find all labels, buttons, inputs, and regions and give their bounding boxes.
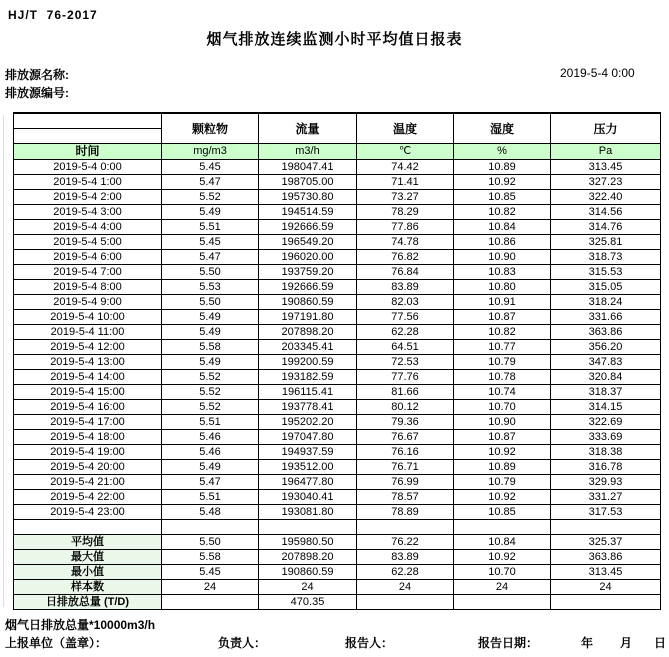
value-cell: 193081.80 <box>259 505 357 520</box>
summary-label-cell: 样本数 <box>14 580 162 595</box>
value-cell: 203345.41 <box>259 340 357 355</box>
year-label: 年 <box>581 636 594 650</box>
value-cell: 76.82 <box>357 250 454 265</box>
value-cell: 317.53 <box>551 505 661 520</box>
time-cell: 2019-5-4 17:00 <box>14 415 162 430</box>
value-cell: 10.83 <box>454 265 551 280</box>
value-cell: 193778.41 <box>259 400 357 415</box>
value-cell: 325.81 <box>551 235 661 250</box>
value-cell: 76.22 <box>357 535 454 550</box>
unit-cell: mg/m3 <box>162 144 259 160</box>
value-cell: 363.86 <box>551 325 661 340</box>
value-cell: 190860.59 <box>259 565 357 580</box>
value-cell: 333.69 <box>551 430 661 445</box>
value-cell: 5.45 <box>162 565 259 580</box>
table-row <box>14 175 661 190</box>
value-cell: 5.45 <box>162 235 259 250</box>
value-cell: 76.84 <box>357 265 454 280</box>
value-cell: 5.51 <box>162 415 259 430</box>
value-cell: 78.29 <box>357 205 454 220</box>
value-cell: 77.76 <box>357 370 454 385</box>
value-cell: 10.92 <box>454 445 551 460</box>
unit-row <box>14 144 661 160</box>
value-cell <box>551 595 661 610</box>
value-cell: 5.53 <box>162 280 259 295</box>
time-column-header: 时间 <box>14 144 162 160</box>
value-cell: 72.53 <box>357 355 454 370</box>
report-table <box>13 112 661 610</box>
value-cell: 194937.59 <box>259 445 357 460</box>
column-header: 温度 <box>357 113 454 144</box>
value-cell: 73.27 <box>357 190 454 205</box>
daily-total-note: 烟气日排放总量*10000m3/h <box>5 618 156 632</box>
value-cell: 71.41 <box>357 175 454 190</box>
value-cell: 196477.80 <box>259 475 357 490</box>
table-row <box>14 295 661 310</box>
value-cell: 64.51 <box>357 340 454 355</box>
value-cell: 10.77 <box>454 340 551 355</box>
value-cell: 79.36 <box>357 415 454 430</box>
table-row <box>14 490 661 505</box>
value-cell: 207898.20 <box>259 325 357 340</box>
value-cell: 470.35 <box>259 595 357 610</box>
value-cell: 80.12 <box>357 400 454 415</box>
value-cell: 10.91 <box>454 295 551 310</box>
value-cell: 193040.41 <box>259 490 357 505</box>
value-cell: 322.40 <box>551 190 661 205</box>
time-cell: 2019-5-4 12:00 <box>14 340 162 355</box>
value-cell: 325.37 <box>551 535 661 550</box>
value-cell: 322.69 <box>551 415 661 430</box>
report-unit-label: 上报单位（盖章）： <box>5 636 108 650</box>
value-cell: 356.20 <box>551 340 661 355</box>
value-cell: 24 <box>357 580 454 595</box>
value-cell: 192666.59 <box>259 220 357 235</box>
value-cell: 318.38 <box>551 445 661 460</box>
value-cell: 196020.00 <box>259 250 357 265</box>
value-cell: 198705.00 <box>259 175 357 190</box>
value-cell: 77.86 <box>357 220 454 235</box>
value-cell: 195980.50 <box>259 535 357 550</box>
value-cell: 74.42 <box>357 160 454 175</box>
table-row <box>14 445 661 460</box>
value-cell: 5.45 <box>162 160 259 175</box>
value-cell: 5.49 <box>162 460 259 475</box>
value-cell: 10.86 <box>454 235 551 250</box>
time-cell: 2019-5-4 11:00 <box>14 325 162 340</box>
value-cell: 81.66 <box>357 385 454 400</box>
value-cell: 24 <box>162 580 259 595</box>
time-cell: 2019-5-4 19:00 <box>14 445 162 460</box>
value-cell: 10.92 <box>454 175 551 190</box>
value-cell: 5.47 <box>162 250 259 265</box>
value-cell: 193182.59 <box>259 370 357 385</box>
table-row <box>14 190 661 205</box>
value-cell: 76.99 <box>357 475 454 490</box>
value-cell: 62.28 <box>357 565 454 580</box>
value-cell: 82.03 <box>357 295 454 310</box>
header-empty-cell <box>14 113 162 129</box>
table-row <box>14 220 661 235</box>
value-cell: 10.82 <box>454 325 551 340</box>
responsible-person-label: 负责人： <box>218 636 267 650</box>
value-cell: 5.49 <box>162 205 259 220</box>
value-cell: 77.56 <box>357 310 454 325</box>
table-row <box>14 205 661 220</box>
summary-label-cell: 平均值 <box>14 535 162 550</box>
value-cell: 62.28 <box>357 325 454 340</box>
table-row <box>14 280 661 295</box>
source-name-label: 排放源名称: <box>5 68 69 82</box>
value-cell: 10.87 <box>454 430 551 445</box>
value-cell: 193512.00 <box>259 460 357 475</box>
value-cell: 327.23 <box>551 175 661 190</box>
table-row <box>14 460 661 475</box>
value-cell: 363.86 <box>551 550 661 565</box>
value-cell: 198047.41 <box>259 160 357 175</box>
value-cell: 5.47 <box>162 475 259 490</box>
value-cell: 10.89 <box>454 460 551 475</box>
time-cell: 2019-5-4 15:00 <box>14 385 162 400</box>
header-row-top <box>14 113 661 129</box>
value-cell: 78.89 <box>357 505 454 520</box>
time-cell: 2019-5-4 10:00 <box>14 310 162 325</box>
value-cell: 76.71 <box>357 460 454 475</box>
page-title: 烟气排放连续监测小时平均值日报表 <box>206 31 463 48</box>
time-cell: 2019-5-4 1:00 <box>14 175 162 190</box>
table-row <box>14 385 661 400</box>
value-cell: 316.78 <box>551 460 661 475</box>
value-cell: 193759.20 <box>259 265 357 280</box>
time-cell: 2019-5-4 13:00 <box>14 355 162 370</box>
value-cell: 10.70 <box>454 400 551 415</box>
table-row <box>14 325 661 340</box>
unit-cell: Pa <box>551 144 661 160</box>
value-cell: 76.67 <box>357 430 454 445</box>
table-row <box>14 550 661 565</box>
value-cell: 5.49 <box>162 325 259 340</box>
value-cell <box>162 595 259 610</box>
column-header: 流量 <box>259 113 357 144</box>
value-cell: 197047.80 <box>259 430 357 445</box>
time-cell: 2019-5-4 5:00 <box>14 235 162 250</box>
value-cell: 10.92 <box>454 550 551 565</box>
value-cell: 315.53 <box>551 265 661 280</box>
value-cell: 10.85 <box>454 190 551 205</box>
value-cell: 197191.80 <box>259 310 357 325</box>
header-empty-cell <box>14 129 162 144</box>
value-cell: 5.52 <box>162 370 259 385</box>
time-cell: 2019-5-4 6:00 <box>14 250 162 265</box>
table-row <box>14 370 661 385</box>
table-row <box>14 505 661 520</box>
table-row <box>14 250 661 265</box>
spacer-row <box>14 520 661 535</box>
time-cell: 2019-5-4 22:00 <box>14 490 162 505</box>
column-header: 湿度 <box>454 113 551 144</box>
column-header: 颗粒物 <box>162 113 259 144</box>
value-cell: 5.46 <box>162 430 259 445</box>
value-cell: 10.85 <box>454 505 551 520</box>
time-cell: 2019-5-4 2:00 <box>14 190 162 205</box>
value-cell: 195202.20 <box>259 415 357 430</box>
value-cell: 10.74 <box>454 385 551 400</box>
table-row <box>14 355 661 370</box>
value-cell: 318.37 <box>551 385 661 400</box>
value-cell: 5.50 <box>162 295 259 310</box>
table-row <box>14 580 661 595</box>
value-cell: 78.57 <box>357 490 454 505</box>
value-cell: 314.56 <box>551 205 661 220</box>
table-row <box>14 235 661 250</box>
value-cell: 195730.80 <box>259 190 357 205</box>
table-row <box>14 400 661 415</box>
value-cell: 10.82 <box>454 205 551 220</box>
time-cell: 2019-5-4 9:00 <box>14 295 162 310</box>
value-cell: 83.89 <box>357 280 454 295</box>
value-cell: 196549.20 <box>259 235 357 250</box>
day-label: 日 <box>654 636 667 650</box>
time-cell: 2019-5-4 18:00 <box>14 430 162 445</box>
time-cell: 2019-5-4 23:00 <box>14 505 162 520</box>
value-cell: 207898.20 <box>259 550 357 565</box>
time-cell: 2019-5-4 16:00 <box>14 400 162 415</box>
table-row <box>14 430 661 445</box>
value-cell: 331.66 <box>551 310 661 325</box>
standard-code: HJ/T 76-2017 <box>8 8 98 22</box>
table-row <box>14 310 661 325</box>
month-label: 月 <box>620 636 633 650</box>
value-cell: 5.47 <box>162 175 259 190</box>
value-cell: 74.78 <box>357 235 454 250</box>
value-cell: 5.51 <box>162 490 259 505</box>
value-cell: 10.79 <box>454 355 551 370</box>
value-cell: 314.15 <box>551 400 661 415</box>
value-cell: 5.52 <box>162 190 259 205</box>
value-cell: 192666.59 <box>259 280 357 295</box>
time-cell: 2019-5-4 3:00 <box>14 205 162 220</box>
table-row <box>14 160 661 175</box>
value-cell: 194514.59 <box>259 205 357 220</box>
value-cell: 5.52 <box>162 385 259 400</box>
value-cell: 24 <box>551 580 661 595</box>
value-cell: 5.50 <box>162 265 259 280</box>
table-row <box>14 415 661 430</box>
value-cell: 5.49 <box>162 355 259 370</box>
time-cell: 2019-5-4 7:00 <box>14 265 162 280</box>
time-cell: 2019-5-4 0:00 <box>14 160 162 175</box>
table-row <box>14 265 661 280</box>
value-cell: 5.48 <box>162 505 259 520</box>
value-cell: 199200.59 <box>259 355 357 370</box>
value-cell: 329.93 <box>551 475 661 490</box>
value-cell: 10.79 <box>454 475 551 490</box>
unit-cell: m3/h <box>259 144 357 160</box>
value-cell: 320.84 <box>551 370 661 385</box>
value-cell: 10.84 <box>454 535 551 550</box>
value-cell: 331.27 <box>551 490 661 505</box>
value-cell <box>357 595 454 610</box>
reporter-label: 报告人： <box>345 636 394 650</box>
value-cell: 314.76 <box>551 220 661 235</box>
value-cell: 24 <box>454 580 551 595</box>
time-cell: 2019-5-4 21:00 <box>14 475 162 490</box>
table-row <box>14 340 661 355</box>
value-cell: 10.90 <box>454 250 551 265</box>
value-cell: 10.89 <box>454 160 551 175</box>
table-row <box>14 475 661 490</box>
value-cell: 5.50 <box>162 535 259 550</box>
time-cell: 2019-5-4 14:00 <box>14 370 162 385</box>
value-cell: 318.73 <box>551 250 661 265</box>
unit-cell: ℃ <box>357 144 454 160</box>
value-cell: 10.92 <box>454 490 551 505</box>
report-datetime: 2019-5-4 0:00 <box>560 66 635 80</box>
summary-label-cell: 最大值 <box>14 550 162 565</box>
value-cell: 315.05 <box>551 280 661 295</box>
value-cell: 318.24 <box>551 295 661 310</box>
value-cell: 190860.59 <box>259 295 357 310</box>
time-cell: 2019-5-4 4:00 <box>14 220 162 235</box>
time-cell: 2019-5-4 8:00 <box>14 280 162 295</box>
value-cell <box>454 595 551 610</box>
unit-cell: % <box>454 144 551 160</box>
page-edge-line <box>3 115 4 607</box>
table-row <box>14 565 661 580</box>
value-cell: 76.16 <box>357 445 454 460</box>
value-cell: 313.45 <box>551 565 661 580</box>
value-cell: 5.51 <box>162 220 259 235</box>
value-cell: 10.80 <box>454 280 551 295</box>
value-cell: 5.58 <box>162 550 259 565</box>
value-cell: 196115.41 <box>259 385 357 400</box>
value-cell: 5.58 <box>162 340 259 355</box>
value-cell: 10.90 <box>454 415 551 430</box>
value-cell: 10.78 <box>454 370 551 385</box>
report-date-label: 报告日期： <box>478 636 539 650</box>
time-cell: 2019-5-4 20:00 <box>14 460 162 475</box>
value-cell: 83.89 <box>357 550 454 565</box>
summary-label-cell: 最小值 <box>14 565 162 580</box>
summary-label-cell: 日排放总量 (T/D) <box>14 595 162 610</box>
source-code-label: 排放源编号: <box>5 86 69 100</box>
value-cell: 5.49 <box>162 310 259 325</box>
column-header: 压力 <box>551 113 661 144</box>
value-cell: 10.70 <box>454 565 551 580</box>
value-cell: 5.46 <box>162 445 259 460</box>
value-cell: 347.83 <box>551 355 661 370</box>
value-cell: 10.87 <box>454 310 551 325</box>
value-cell: 10.84 <box>454 220 551 235</box>
table-row <box>14 535 661 550</box>
table-row <box>14 595 661 610</box>
value-cell: 313.45 <box>551 160 661 175</box>
value-cell: 5.52 <box>162 400 259 415</box>
value-cell: 24 <box>259 580 357 595</box>
